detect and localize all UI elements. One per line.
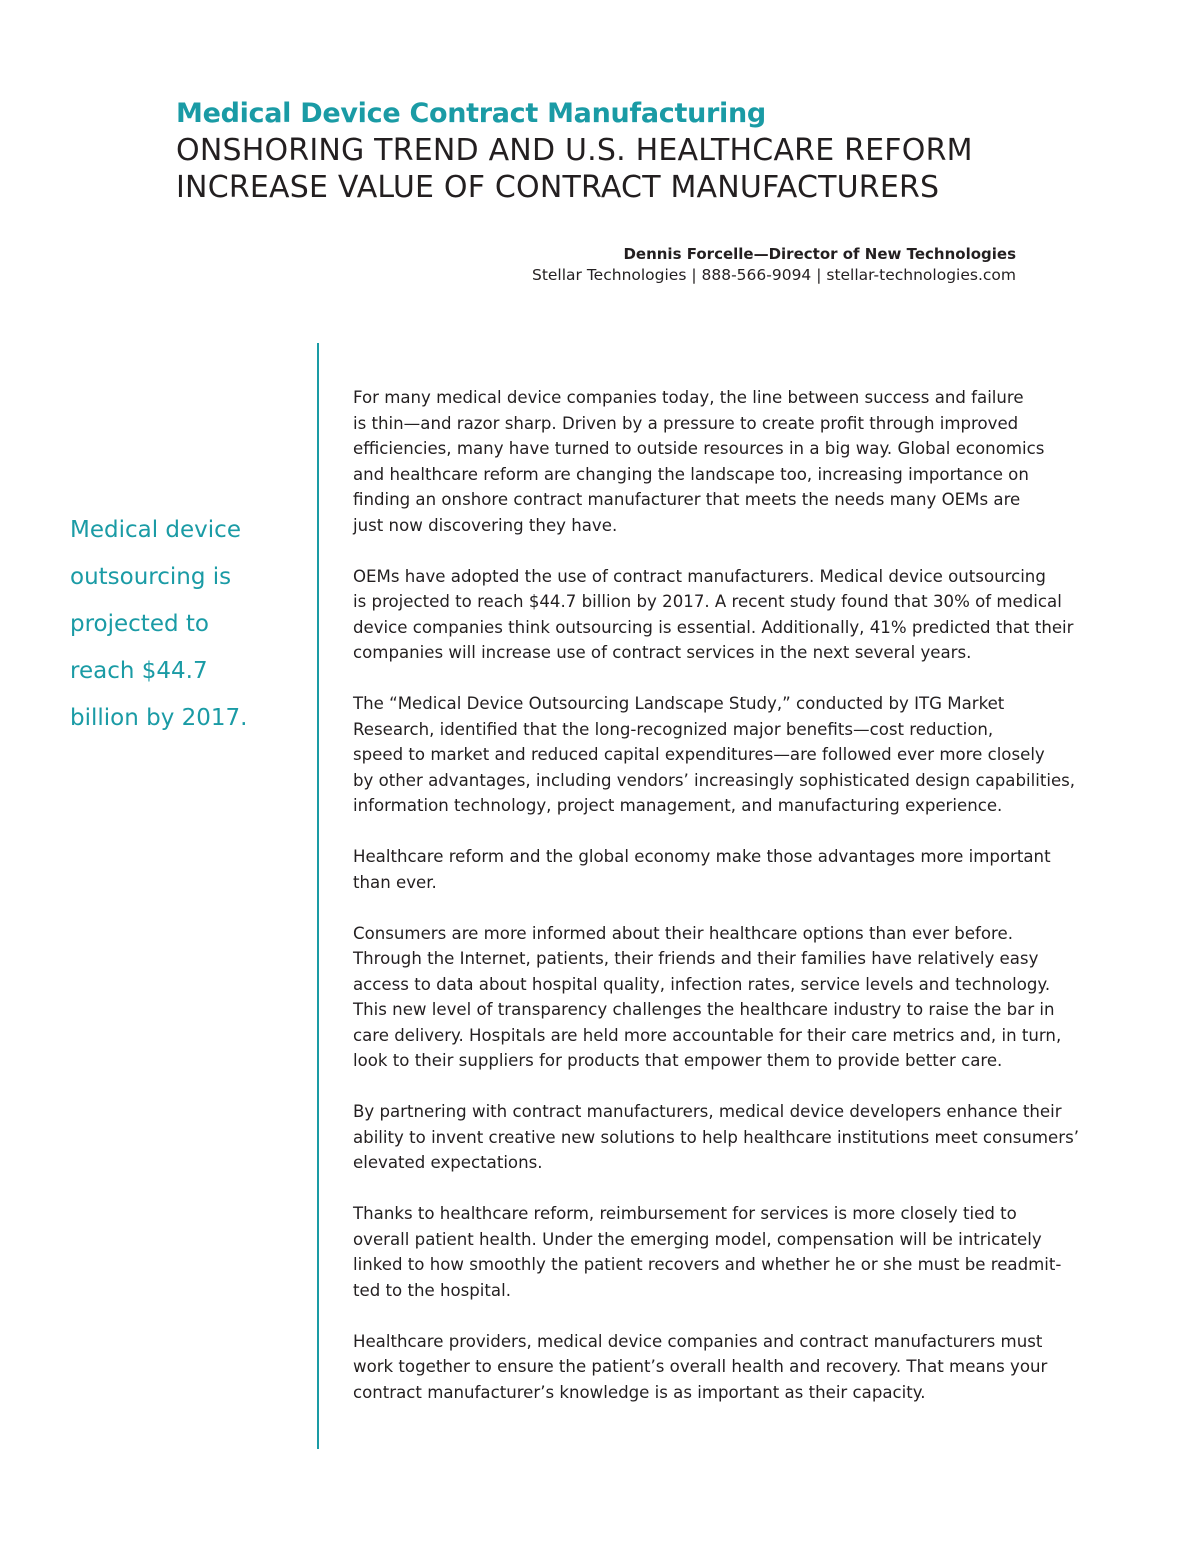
body-line: Thanks to healthcare reform, reimbursement for services is more closely tied to (353, 1204, 1017, 1223)
body-paragraph (353, 1329, 1098, 1406)
pull-quote-line: Medical device (70, 517, 241, 543)
body-line: By partnering with contract manufacturers, medical device developers enhance their (353, 1102, 1062, 1121)
body-line: For many medical device companies today, the line between success and failure (353, 388, 1024, 407)
body-line: ted to the hospital. (353, 1280, 511, 1300)
article-header (176, 96, 1076, 206)
body-line: work together to ensure the patient’s overall health and recovery. That means your (353, 1357, 1048, 1376)
body-line: access to data about hospital quality, infection rates, service levels and technology. (353, 974, 1051, 994)
headline-line: INCREASE VALUE OF CONTRACT MANUFACTURERS (176, 170, 940, 205)
body-paragraph (353, 564, 1098, 666)
body-line: This new level of transparency challenges the healthcare industry to raise the bar in (353, 1000, 1055, 1019)
pull-quote-line: outsourcing is (70, 564, 232, 590)
article-kicker: Medical Device Contract Manufacturing (176, 98, 766, 129)
body-line: elevated expectations. (353, 1153, 543, 1172)
body-line: The “Medical Device Outsourcing Landscape Study,” conducted by ITG Market (353, 694, 1005, 713)
body-line: is thin—and razor sharp. Driven by a pressure to create profit through improved (353, 413, 1019, 433)
pull-quote (70, 507, 290, 742)
body-paragraph (353, 921, 1098, 1074)
body-line: overall patient health. Under the emerging model, compensation will be intricately (353, 1229, 1042, 1249)
body-line: by other advantages, including vendors’ increasingly sophisticated design capabilities, (353, 770, 1076, 790)
byline-company: Stellar Technologies | 888-566-9094 | stellar-technologies.com (531, 266, 1016, 284)
body-line: than ever. (353, 872, 437, 892)
body-line: contract manufacturer’s knowledge is as important as their capacity. (353, 1382, 926, 1402)
body-paragraph (353, 844, 1098, 895)
body-line: look to their suppliers for products that empower them to provide better care. (353, 1051, 1003, 1070)
pull-quote-line: reach $44.7 (70, 658, 208, 684)
body-line: Through the Internet, patients, their friends and their families have relatively easy (353, 949, 1039, 968)
body-line: finding an onshore contract manufacturer that meets the needs many OEMs are (353, 490, 1021, 509)
body-line: efficiencies, many have turned to outside resources in a big way. Global economics (353, 439, 1045, 458)
body-line: OEMs have adopted the use of contract manufacturers. Medical device outsourcing (353, 566, 1046, 586)
body-paragraph (353, 1099, 1098, 1176)
body-line: is projected to reach $44.7 billion by 2017. A recent study found that 30% of medical (353, 592, 1062, 611)
article-body (353, 385, 1098, 1431)
body-paragraph (353, 385, 1098, 538)
vertical-divider (317, 343, 319, 1449)
body-line: Healthcare reform and the global economy make those advantages more important (353, 847, 1051, 866)
body-line: ability to invent creative new solutions to help healthcare institutions meet consumers’ (353, 1127, 1079, 1147)
byline (532, 244, 1016, 286)
body-line: information technology, project management, and manufacturing experience. (353, 796, 1003, 815)
body-line: and healthcare reform are changing the landscape too, increasing importance on (353, 464, 1029, 484)
body-paragraph (353, 1201, 1098, 1303)
body-line: Healthcare providers, medical device companies and contract manufacturers must (353, 1331, 1043, 1351)
body-line: companies will increase use of contract services in the next several years. (353, 643, 972, 662)
body-line: speed to market and reduced capital expenditures—are followed ever more closely (353, 745, 1045, 764)
headline-line: ONSHORING TREND AND U.S. HEALTHCARE REFORM (176, 133, 973, 168)
body-paragraph (353, 691, 1098, 819)
body-line: Consumers are more informed about their healthcare options than ever before. (353, 923, 1013, 943)
pull-quote-line: projected to (70, 611, 209, 637)
body-line: device companies think outsourcing is essential. Additionally, 41% predicted that their (353, 617, 1074, 637)
pull-quote-line: billion by 2017. (70, 705, 248, 731)
body-line: care delivery. Hospitals are held more accountable for their care metrics and, in turn, (353, 1025, 1062, 1045)
body-line: Research, identified that the long-recognized major benefits—cost reduction, (353, 719, 994, 739)
body-line: just now discovering they have. (353, 515, 618, 535)
article-headline (176, 132, 1076, 206)
byline-author: Dennis Forcelle—Director of New Technologies (623, 245, 1016, 263)
body-line: linked to how smoothly the patient recovers and whether he or she must be readmit- (353, 1255, 1062, 1274)
